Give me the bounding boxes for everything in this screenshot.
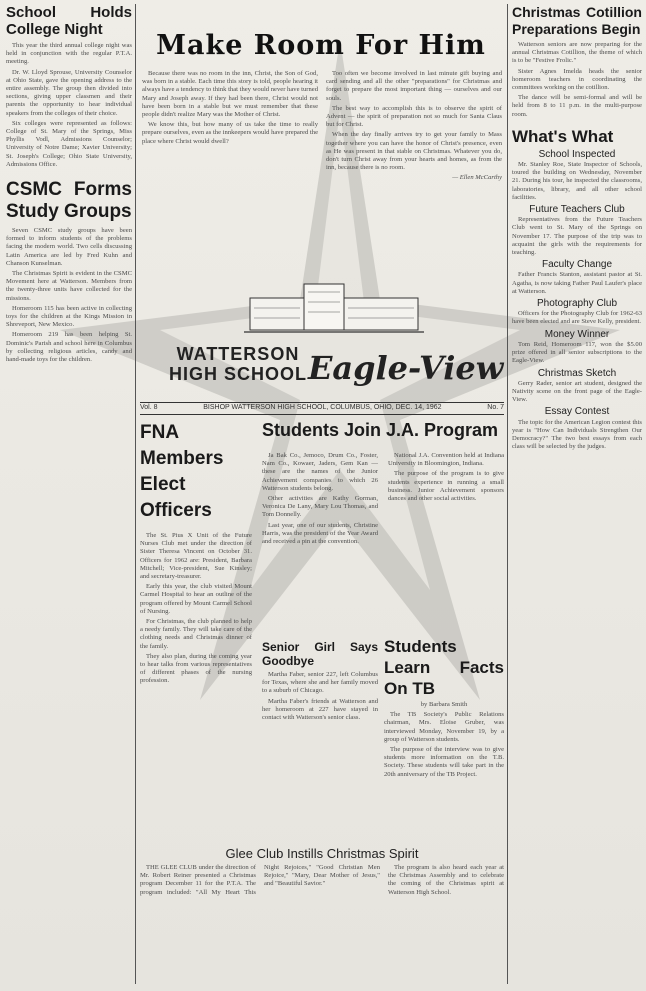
csmc-p1: Seven CSMC study groups have been formed to inform students of the problems facing the modern world. Two cells discussing Latin America are led by Fred Kuhn and Chanson Kunselman. [6,227,132,267]
tb-p2: The purpose of the interview was to give students more information on the T.B. Society. These students will take part in the 20th anniversary of the TB Project. [384,746,504,778]
csmc-p2: The Christmas Spirit is evident in the CSMC Movement here at Watterson. Members from the twenty-three units have collected for the missions. [6,270,132,302]
masthead-rule [140,402,504,403]
college-night-p3: Six colleges were represented as follows: College of St. Mary of the Springs, Miss Phyllis Vodl, Admissions Counselor; University of Notre Dame; Xavier University; St. Joseph's College; Ohio State University, Admissions Office. [6,119,132,168]
glee-club-article [140,864,504,984]
masthead-school-name: WATTERSON HIGH SCHOOL [168,344,307,384]
subhead-school-inspected: School Inspected [538,148,616,160]
csmc-p3: Homeroom 115 has been active in collecting toys for the children at the Kings Mission in Shreveport, New Mexico. [6,304,132,329]
headline-college-night: School Holds College Night [6,4,132,38]
right-column [512,4,642,986]
make-room-signature: — Ellen McCarthy [452,174,502,182]
senior-p2: Martha Faber's friends at Watterson and her homeroom at 227 have stayed in contact with Watterson's senior class. [262,697,378,722]
headline-senior-girl: Senior Girl Says Goodbye [262,640,378,668]
subhead-money-winner: Money Winner [544,328,610,340]
tb-column [384,636,504,840]
ja-col-2 [388,452,504,632]
glee-p1: THE GLEE CLUB under the direction of Mr. Robert Reiner presented a Christmas program December 11 for the P.T.A. The program included: "All My Heart This Night Rejoices," "Good Christian Men Rejoice," "Mary, Dear Mother of Jesus," and "Beautiful Savior." [140,864,380,896]
subhead-faculty-change: Faculty Change [541,259,613,271]
ja-p2: Other activities are Kathy Gorman, Veronica De Lany, Mary Lou Thomas, and Tom Donnelly. [262,495,378,519]
fta-p1: Representatives from the Future Teachers Club went to St. Mary of the Springs on November 17. The purpose of the trip was to acquaint the girls with the requirements for teaching. [512,216,642,257]
headline-tb: Students Learn Facts On TB [384,637,504,698]
fna-p1: The St. Pius X Unit of the Future Nurses Club met under the direction of Sister Theresa Vincent on October 31. Officers for 1962 are: President, Barbara Mitchell; Vice-president, Sue Kinsley; and secretary-treasurer. [140,532,252,581]
subhead-photography: Photography Club [536,298,618,310]
tb-p1: The TB Society's Public Relations chairman, Mrs. Eloise Gruber, was interviewed Monday, November 19, by a group of Watterson students. [384,711,504,743]
cotillion-p3: The dance will be semi-formal and will be held from 8 to 11 p.m. in the multi-purpose room. [512,94,642,118]
dateline: BISHOP WATTERSON HIGH SCHOOL, COLUMBUS, OHIO, DEC. 14, 1962 [203,404,442,411]
school-building-illustration [244,278,424,340]
main-headline: Make Room For Him [156,30,486,61]
make-room-p1: Because there was no room in the inn, Christ, the Son of God, was born in a stable. Each time this story is told, people hearing it always have a tendency to think that they would never have turned Mary and Joseph away. If they had been there, Christ would not have been born in a stable but we must remember that these people didn't realize Mary was the Mother of Christ. [142,70,318,119]
glee-p2: The program is also heard each year at the Christmas Assembly and to celebrate the coming of the Christmas spirit at Watterson High School. [388,864,504,896]
fna-p2: Early this year, the club visited Mount Carmel Hospital to hear an outline of the program offered by Mount Carmel School of Nursing. [140,583,252,615]
headline-fna: FNA Members Elect Officers [140,422,224,521]
make-room-p5: When the day finally arrives try to get your family to Mass together where you can have the honor of Christ's presence, even as He was present in that stable on Christmas. Whatever you do, don't turn Christ away from your hearts and homes, as from the inn, because there is no room. [326,131,502,172]
subhead-essay-contest: Essay Contest [544,406,610,418]
subhead-christmas-sketch: Christmas Sketch [537,367,617,379]
college-night-p2: Dr. W. Lloyd Sprouse, University Counselor at Ohio State, gave the opening address to the entire assembly. The group then divided into sections, giving upper classmen and their parents the opportunity to hear individual speakers from the colleges of their choice. [6,68,132,117]
faculty-p1: Father Francis Stanton, assistant pastor at St. Agatha, is now taking Father Paul Laufer's place at Watterson. [512,271,642,295]
sketch-p1: Gerry Rader, senior art student, designed the Nativity scene on the front page of the Eagle-View. [512,379,642,404]
headline-glee-club: Glee Club Instills Christmas Spirit [225,846,419,861]
photo-p1: Officers for the Photography Club for 1962-63 have been elected and are Steve Kelly, president. [512,310,642,326]
volume-number: Vol. 8 [140,404,158,411]
college-night-p1: This year the third annual college night was held in conjunction with the regular P.T.A. meeting. [6,42,132,66]
ja-headline-wrap [262,420,504,450]
senior-p1: Martha Faber, senior 227, left Columbus for Texas, where she and her family moved to a suburb of Chicago. [262,671,378,695]
subhead-future-teachers: Future Teachers Club [529,204,625,216]
ja-col-1 [262,452,378,632]
fna-column [140,420,252,840]
make-room-col-2 [326,70,502,230]
masthead-dateline [140,404,504,411]
ja-p1: Ja Bak Co., Jemoco, Drum Co., Foster, Nam Co., Kowaer, Jaders, Gem Kan — these are the names of the Junior Achievement companies to which 26 Watterson students belong. [262,452,378,492]
money-p1: Tom Reid, Homeroom 117, won the $5.00 prize offered in all senior subscriptions to the Eagle-View. [512,340,642,365]
ja-p3: Last year, one of our students, Christine Harris, was the president of the Year Award and received a pin at the convention. [262,521,378,546]
masthead-rule-2 [140,414,504,415]
inspected-p1: Mr. Stanley Roe, State Inspector of Schools, toured the building on Wednesday, November 21. During his tour, he inspected the classrooms, laboratories, library, and all other school facilities. [512,161,642,201]
senior-girl-column [262,640,378,840]
fna-p4: They also plan, during the coming year to hear talks from various representatives of different phases of the nursing profession. [140,652,252,685]
csmc-p4: Homeroom 219 has been helping St. Dominic's Parish and school here in Columbus by collecting religious articles, candy and hand-made toys for the children. [6,331,132,364]
left-column [6,4,132,984]
cotillion-p2: Sister Agnes Imelda heads the senior homeroom teachers in coordinating the committees working on the cotillion. [512,67,642,92]
ja-p5: The purpose of the program is to give students experience in running a small business. Junior Achievement sponsors dances and other social activities. [388,470,504,503]
cotillion-p1: Watterson seniors are now preparing for the annual Christmas Cotillion, the theme of which is to be "Festive Frolic." [512,41,642,65]
essay-p1: The topic for the American Legion contest this year is "How Can Individuals Strengthen Our Democracy?" The two best essays from each class will be selected by the judges. [512,418,642,451]
tb-byline: by Barbara Smith [420,701,468,708]
masthead-paper-name: Eagle-View [308,349,504,387]
headline-whats-what: What's What [512,126,614,146]
headline-ja: Students Join J.A. Program [262,420,499,440]
make-room-col-1 [142,70,318,230]
make-room-p2: We know this, but how many of us take the time to really prepare ourselves, even as the innkeepers would have prepared the place where Christ would dwell? [142,121,318,145]
make-room-p4: The best way to accomplish this is to observe the spirit of Advent — the spirit of preparation not so much for Santa Claus but for Christ. [326,104,502,129]
make-room-p3: Too often we become involved in last minute gift buying and card sending and all the other "preparations" for Christmas and forget to prepare the most important thing — ourselves and our souls. [326,70,502,102]
fna-p3: For Christmas, the club planned to help a needy family. They will take care of the clothing needs and Christmas dinner of the family. [140,618,252,650]
issue-number: No. 7 [487,404,504,411]
headline-csmc: CSMC Forms Study Groups [6,179,132,223]
main-headline-wrap [140,30,502,62]
ja-p4: National J.A. Convention held at Indiana University in Bloomington, Indiana. [388,452,504,468]
column-divider-right [507,4,508,984]
column-divider [135,4,136,984]
headline-cotillion: Christmas Cotillion Preparations Begin [512,4,642,37]
